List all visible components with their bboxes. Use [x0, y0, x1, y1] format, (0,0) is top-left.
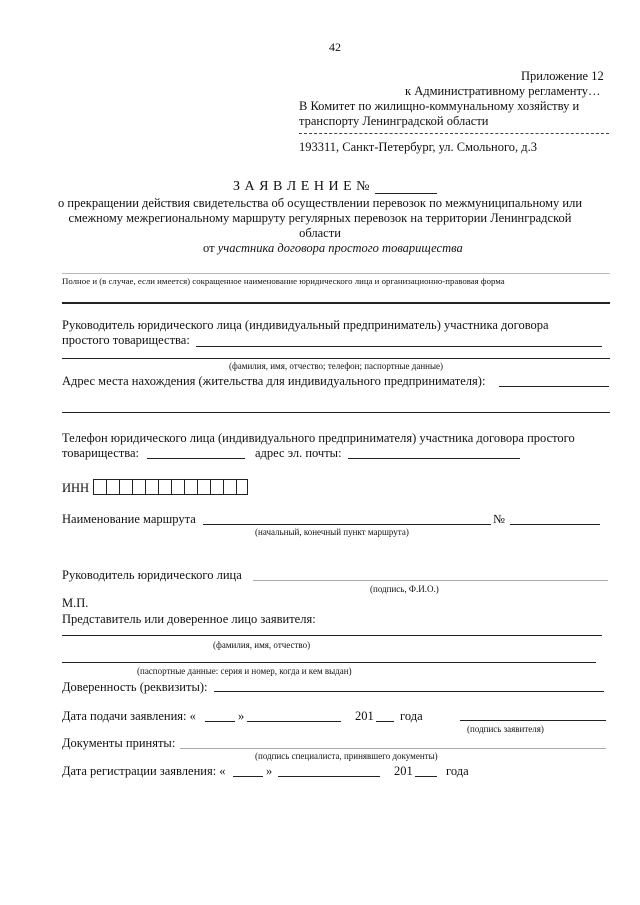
- inn-digit-box[interactable]: [171, 479, 185, 495]
- inn-digit-box[interactable]: [236, 479, 248, 495]
- inn-digit-box[interactable]: [223, 479, 237, 495]
- phone-label-line-2: товарищества:: [62, 446, 140, 460]
- inn-digit-box[interactable]: [106, 479, 120, 495]
- head-label-line-1: Руководитель юридического лица (индивидуальный предприниматель) участника договора: [62, 318, 549, 332]
- phone-field[interactable]: [147, 458, 245, 459]
- head-caption: (фамилия, имя, отчество; телефон; паспортные данные): [228, 361, 444, 371]
- docs-accepted-field[interactable]: [180, 748, 606, 749]
- reg-date-label: Дата регистрации заявления: «: [62, 764, 226, 778]
- route-no-field[interactable]: [510, 524, 600, 525]
- addressee-line-1: В Комитет по жилищно-коммунальному хозяйству и: [299, 99, 580, 113]
- inn-digit-box[interactable]: [210, 479, 224, 495]
- inn-digit-box[interactable]: [158, 479, 172, 495]
- inn-label: ИНН: [62, 481, 90, 495]
- representative-label: Представитель или доверенное лицо заявителя:: [62, 612, 316, 626]
- route-caption: (начальный, конечный пункт маршрута): [255, 527, 409, 537]
- from-participant: участника договора простого товарищества: [217, 241, 463, 255]
- docs-accepted-caption: (подпись специалиста, принявшего документы): [255, 751, 438, 761]
- regulation-label: к Административному регламенту…: [405, 84, 601, 98]
- reg-year-prefix: 201: [394, 764, 413, 778]
- submit-month-field[interactable]: [247, 721, 341, 722]
- submit-year-word: года: [400, 709, 423, 723]
- applicant-signature-caption: (подпись заявителя): [467, 724, 544, 734]
- address-label: Адрес места нахождения (жительства для индивидуального предпринимателя):: [62, 374, 486, 388]
- subtitle-line-1: о прекращении действия свидетельства об осуществлении перевозок по межмуниципальному или: [57, 196, 583, 210]
- power-of-attorney-label: Доверенность (реквизиты):: [62, 680, 208, 694]
- email-label: адрес эл. почты:: [255, 446, 342, 460]
- appendix-label: Приложение 12: [521, 69, 604, 83]
- director-label: Руководитель юридического лица: [62, 568, 242, 582]
- reg-date-quote: »: [266, 764, 273, 778]
- reg-day-field[interactable]: [233, 776, 263, 777]
- inn-digit-box[interactable]: [93, 479, 107, 495]
- inn-digit-box[interactable]: [145, 479, 159, 495]
- inn-digit-box[interactable]: [184, 479, 198, 495]
- reg-year-word: года: [446, 764, 469, 778]
- power-of-attorney-field[interactable]: [214, 691, 604, 692]
- org-name-field[interactable]: [62, 273, 610, 274]
- route-no-label: №: [493, 512, 505, 526]
- from-prefix: от: [203, 241, 215, 255]
- email-field[interactable]: [348, 458, 520, 459]
- inn-digit-box[interactable]: [197, 479, 211, 495]
- committee-address: 193311, Санкт-Петербург, ул. Смольного, д.3: [299, 140, 538, 154]
- subtitle-line-3: области: [299, 226, 341, 240]
- phone-label-line-1: Телефон юридического лица (индивидуального предпринимателя) участника договора простого: [62, 431, 575, 445]
- director-caption: (подпись, Ф.И.О.): [370, 584, 439, 594]
- section-divider: [62, 302, 610, 304]
- addressee-line-2: транспорту Ленинградской области: [299, 114, 489, 128]
- submit-day-field[interactable]: [205, 721, 235, 722]
- inn-digit-box[interactable]: [132, 479, 146, 495]
- applicant-signature-field[interactable]: [460, 720, 606, 721]
- submit-date-quote: »: [238, 709, 245, 723]
- head-field-2[interactable]: [62, 358, 610, 359]
- from-line: [203, 241, 463, 256]
- title-number-line[interactable]: [375, 193, 437, 194]
- head-field-1[interactable]: [196, 346, 602, 347]
- reg-year-field[interactable]: [415, 776, 437, 777]
- subtitle-line-2: смежному межрегиональному маршруту регулярных перевозок на территории Ленинградской: [68, 211, 572, 225]
- passport-caption: (паспортные данные: серия и номер, когда и кем выдан): [137, 666, 352, 676]
- header-divider: [299, 133, 609, 134]
- page-number: 42: [329, 40, 341, 54]
- head-label-line-2: простого товарищества:: [62, 333, 190, 347]
- inn-digit-box[interactable]: [119, 479, 133, 495]
- passport-field[interactable]: [62, 662, 596, 663]
- route-field[interactable]: [203, 524, 491, 525]
- representative-field[interactable]: [62, 635, 602, 636]
- document-title: З А Я В Л Е Н И Е №: [233, 179, 370, 194]
- representative-caption: (фамилия, имя, отчество): [213, 640, 311, 650]
- stamp-label: М.П.: [62, 596, 89, 610]
- route-label: Наименование маршрута: [62, 512, 196, 526]
- docs-accepted-label: Документы приняты:: [62, 736, 176, 750]
- reg-month-field[interactable]: [278, 776, 380, 777]
- org-name-caption: Полное и (в случае, если имеется) сокращенное наименование юридического лица и организационно-правовая форма: [62, 276, 505, 286]
- address-field-2[interactable]: [62, 412, 610, 413]
- submit-year-prefix: 201: [355, 709, 374, 723]
- submit-date-label: Дата подачи заявления: «: [62, 709, 196, 723]
- address-field-1[interactable]: [499, 386, 609, 387]
- submit-year-field[interactable]: [376, 721, 394, 722]
- director-signature-field[interactable]: [253, 580, 608, 581]
